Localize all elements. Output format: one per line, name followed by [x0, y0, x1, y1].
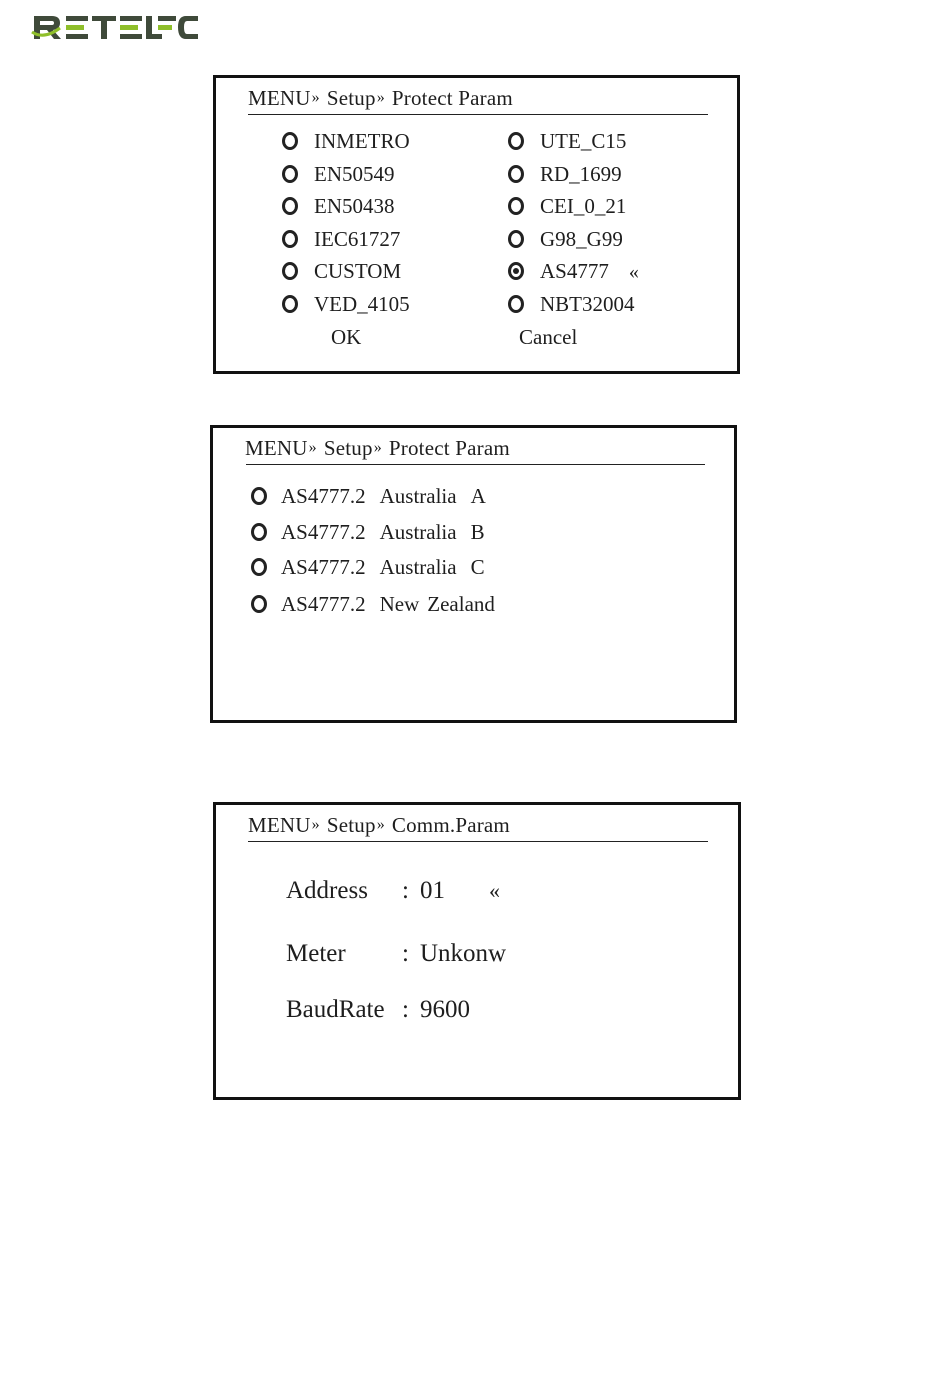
radio-icon — [508, 165, 524, 183]
radio-selected-icon — [508, 262, 524, 280]
field-label: Meter — [286, 940, 346, 967]
option-standard: AS4777.2 — [281, 555, 366, 579]
option-label: CUSTOM — [314, 259, 402, 283]
field-value: Unkonw — [420, 940, 507, 967]
header-divider — [248, 841, 708, 842]
option-iec61727[interactable] — [282, 226, 400, 252]
radio-icon — [282, 295, 298, 313]
option-label: VED_4105 — [314, 292, 410, 316]
breadcrumb-menu: MENU — [245, 436, 308, 460]
option-nbt32004[interactable] — [508, 291, 635, 317]
baudrate-field[interactable] — [286, 994, 470, 1026]
option-label: CEI_0_21 — [540, 194, 627, 218]
option-region: Australia — [379, 484, 457, 508]
breadcrumb-separator: » — [376, 89, 385, 106]
breadcrumb-page: Protect Param — [388, 436, 510, 460]
breadcrumb-setup: Setup — [326, 86, 376, 110]
field-value: 01 — [420, 877, 445, 904]
option-custom[interactable] — [282, 258, 401, 284]
field-value: 9600 — [420, 996, 470, 1023]
breadcrumb-setup: Setup — [326, 813, 376, 837]
option-variant: C — [470, 555, 485, 579]
breadcrumb-separator: » — [373, 439, 382, 456]
option-label: EN50549 — [314, 162, 395, 186]
option-standard: AS4777.2 — [281, 520, 366, 544]
option-en50438[interactable] — [282, 193, 395, 219]
option-cei-0-21[interactable] — [508, 193, 626, 219]
meter-field[interactable] — [286, 938, 506, 970]
option-label: UTE_C15 — [540, 129, 627, 153]
radio-icon — [508, 132, 524, 150]
radio-icon — [251, 595, 267, 613]
comm-param-screen — [213, 802, 741, 1100]
option-ute-c15[interactable] — [508, 128, 626, 154]
breadcrumb-separator: » — [311, 89, 320, 106]
breadcrumb-separator: » — [311, 816, 320, 833]
option-new-zealand[interactable] — [251, 591, 495, 617]
radio-icon — [251, 487, 267, 505]
protect-param-screen — [213, 75, 740, 374]
breadcrumb — [248, 86, 513, 111]
radio-icon — [251, 523, 267, 541]
radio-icon — [282, 165, 298, 183]
cursor-icon: « — [489, 878, 500, 903]
as4777-variant-screen — [210, 425, 737, 723]
breadcrumb-page: Protect Param — [391, 86, 513, 110]
radio-icon — [282, 230, 298, 248]
radio-icon — [251, 558, 267, 576]
option-variant: B — [470, 520, 485, 544]
breadcrumb — [245, 436, 510, 461]
header-divider — [248, 114, 708, 115]
option-variant: A — [470, 484, 486, 508]
option-australia-c[interactable] — [251, 554, 485, 580]
option-standard: AS4777.2 — [281, 484, 366, 508]
radio-icon — [282, 197, 298, 215]
option-standard: AS4777.2 — [281, 592, 366, 616]
field-colon: : — [402, 996, 409, 1023]
breadcrumb-menu: MENU — [248, 86, 311, 110]
option-label: EN50438 — [314, 194, 395, 218]
header-divider — [246, 464, 705, 465]
option-ved-4105[interactable] — [282, 291, 410, 317]
option-label: NBT32004 — [540, 292, 635, 316]
option-label: G98_G99 — [540, 227, 623, 251]
radio-icon — [508, 230, 524, 248]
radio-icon — [282, 132, 298, 150]
radio-icon — [508, 295, 524, 313]
option-label: RD_1699 — [540, 162, 622, 186]
field-colon: : — [402, 877, 409, 904]
option-as4777[interactable] — [508, 258, 639, 284]
breadcrumb — [248, 813, 510, 838]
breadcrumb-setup: Setup — [323, 436, 373, 460]
option-en50549[interactable] — [282, 161, 395, 187]
cursor-icon: « — [628, 261, 639, 283]
option-australia-a[interactable] — [251, 483, 486, 509]
option-label: INMETRO — [314, 129, 410, 153]
option-australia-b[interactable] — [251, 519, 485, 545]
radio-icon — [508, 197, 524, 215]
address-field[interactable] — [286, 875, 500, 907]
breadcrumb-separator: » — [376, 816, 385, 833]
breadcrumb-separator: » — [308, 439, 317, 456]
retelec-logo — [30, 10, 200, 44]
radio-icon — [282, 262, 298, 280]
field-label: Address — [286, 877, 368, 904]
option-label: IEC61727 — [314, 227, 401, 251]
option-variant: Zealand — [427, 592, 495, 616]
option-region: Australia — [379, 555, 457, 579]
field-colon: : — [402, 940, 409, 967]
option-rd-1699[interactable] — [508, 161, 622, 187]
option-inmetro[interactable] — [282, 128, 410, 154]
option-g98-g99[interactable] — [508, 226, 623, 252]
field-label: BaudRate — [286, 996, 385, 1023]
option-region: Australia — [379, 520, 457, 544]
cancel-button[interactable]: Cancel — [519, 325, 578, 349]
ok-button[interactable]: OK — [331, 325, 362, 349]
retelec-logo-mark — [30, 10, 200, 44]
option-label: AS4777 — [540, 259, 609, 283]
breadcrumb-page: Comm.Param — [391, 813, 510, 837]
breadcrumb-menu: MENU — [248, 813, 311, 837]
option-region: New — [379, 592, 420, 616]
